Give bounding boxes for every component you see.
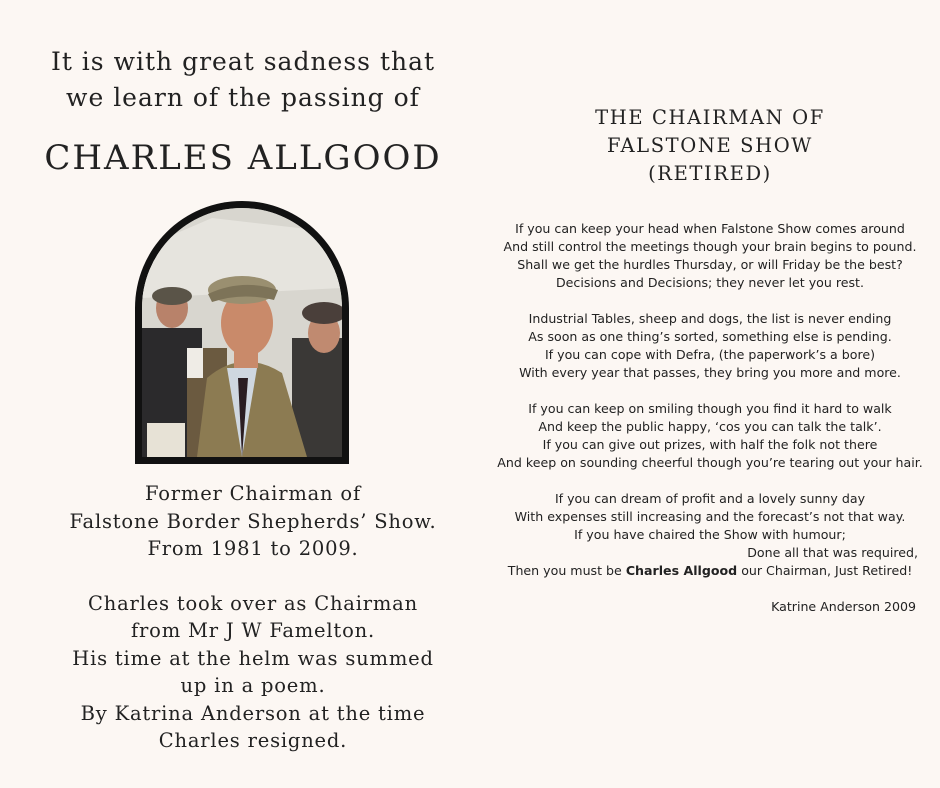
poem-line: And still control the meetings though your brain begins to pound. [503, 239, 917, 254]
poem-highlight-name: Charles Allgood [625, 563, 738, 578]
bio-line: His time at the helm was summed [72, 646, 434, 670]
bio-line: Charles took over as Chairman [88, 591, 418, 615]
poem-line: And keep on sounding cheerful though you’re tearing out your hair. [497, 455, 923, 470]
bio-line: Charles resigned. [158, 729, 348, 752]
bio-line: By Katrina Anderson at the time [80, 701, 426, 725]
poem-line: If you can dream of profit and a lovely sunny day [554, 491, 866, 506]
poem-stanza-2 [488, 310, 932, 382]
poem-title [520, 104, 900, 188]
poem-body [488, 220, 932, 598]
poem-line: As soon as one thing’s sorted, something else is pending. [528, 329, 892, 344]
poem-line: If you have chaired the Show with humour; [574, 527, 846, 542]
poem-line-final [488, 562, 932, 580]
poem-line: With expenses still increasing and the forecast’s not that way. [514, 509, 906, 524]
bio-line: from Mr J W Famelton. [131, 619, 375, 642]
poem-line: Decisions and Decisions; they never let you rest. [555, 275, 865, 290]
bio-line: Falstone Border Shepherds’ Show. [69, 509, 437, 533]
poem-line: With every year that passes, they bring you more and more. [519, 365, 901, 380]
portrait-photo-frame [135, 201, 349, 464]
poem-title-line: FALSTONE SHOW [607, 134, 813, 157]
intro-line-2: we learn of the passing of [66, 83, 420, 112]
poem-line: If you can keep on smiling though you find it hard to walk [528, 401, 892, 416]
portrait-photo-illustration [142, 208, 342, 457]
portrait-photo [142, 208, 342, 457]
biography [38, 480, 468, 755]
poem-author: Katrine Anderson 2009 [771, 599, 916, 614]
poem-line: And keep the public happy, ‘cos you can talk the talk’. [538, 419, 882, 434]
poem-stanza-4 [488, 490, 932, 580]
intro-line-1: It is with great sadness that [50, 47, 436, 76]
poem-line: Shall we get the hurdles Thursday, or will Friday be the best? [517, 257, 903, 272]
poem-stanza-1 [488, 220, 932, 292]
poem-line: If you can give out prizes, with half the folk not there [542, 437, 878, 452]
poem-line-final-post: our Chairman, Just Retired! [737, 563, 913, 578]
poem-line: If you can cope with Defra, (the paperwork’s a bore) [544, 347, 876, 362]
poem-line: Industrial Tables, sheep and dogs, the list is never ending [528, 311, 892, 326]
bio-line: up in a poem. [180, 674, 326, 697]
poem-line: If you can keep your head when Falstone Show comes around [515, 221, 905, 236]
poem-title-line: THE CHAIRMAN OF [595, 106, 825, 129]
poem-title-line: (RETIRED) [648, 162, 772, 185]
poem-line: Done all that was required, [747, 545, 918, 560]
bio-line: From 1981 to 2009. [147, 537, 359, 560]
poem-stanza-3 [488, 400, 932, 472]
bio-line: Former Chairman of [145, 482, 361, 505]
deceased-name: CHARLES ALLGOOD [44, 138, 442, 178]
intro-text [38, 44, 448, 116]
poem-line-final-pre: Then you must be [507, 563, 626, 578]
